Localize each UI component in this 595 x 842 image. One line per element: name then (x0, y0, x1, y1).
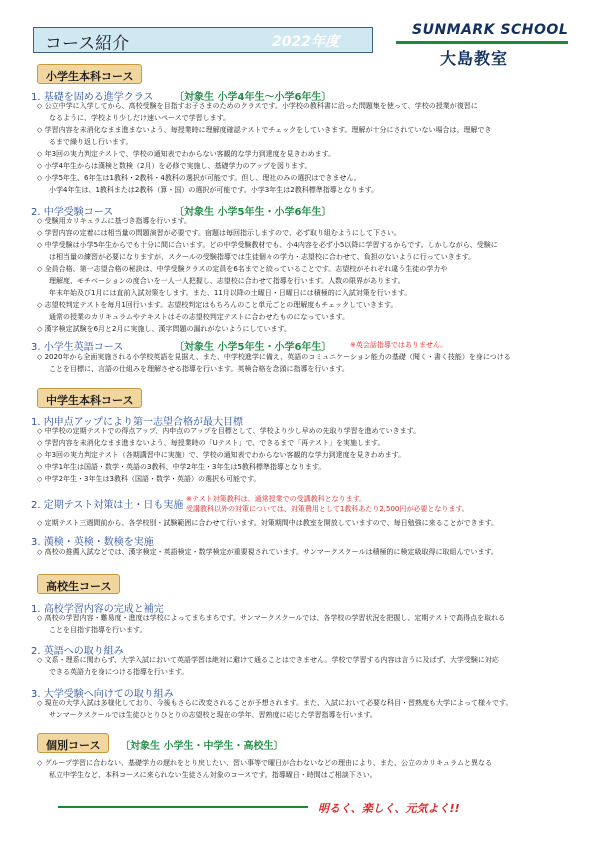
body-line: ◇ 小学5年生、6年生は1教科・2教科・4教科の選択が可能です。但し、理社のみの選択はできません。 (37, 174, 361, 182)
subsection-title: 2. 定期テスト対策は土・日も実施 (31, 500, 184, 511)
body-line: ◇ 中学校の定期テストでの得点アップ、内申点のアップを目標として、学校より少し早めの先取り学習を進めていきます。 (37, 427, 421, 435)
section-heading-elementary: 小学生本科コース (37, 64, 142, 84)
body-line: ◇ 中学受験は小学5年生からでも十分に間に合います。どの中学受験教材でも、小4内容を必ず小5以降に学習するからです。しかしながら、受験に (37, 241, 498, 249)
school-branch: 大島教室 (440, 49, 509, 68)
body-line: なるように、学校より少しだけ速いペースで学習します。 (49, 114, 231, 122)
school-year: 2022年度 (272, 34, 339, 50)
subsection-title: 3. 小学生英語コース (31, 342, 124, 353)
body-line: ◇ 全員合格、第一志望合格の秘訣は、中学受験クラスの定員を6名までと絞っていることです。志望校がそれぞれ違う生徒の学力や (37, 265, 448, 273)
body-line: ◇ 中学2年生・3年生は3教科（国語・数学・英語）の選択も可能です。 (37, 475, 261, 483)
subsection-target: 〔対象生 小学5年生・小学6年生〕 (174, 342, 332, 353)
body-line: 私立中学生など、本科コースに来られない生徒さん対象のコースです。指導曜日・時間はご相談下さい。 (49, 771, 377, 779)
red-note: ※テスト対策教科は、通常授業での受講教科となります。 (186, 495, 367, 503)
subsection-body (37, 612, 559, 636)
subsection-body (37, 654, 559, 678)
body-line: ことを目指す指導を行います。 (49, 626, 147, 634)
subsection-body (37, 425, 559, 485)
subsection-body (37, 517, 559, 529)
footer-rule (58, 806, 308, 808)
subsection-body (37, 100, 559, 196)
body-line: ◇ 年3回の実力判定テストで、学校の通知表でわからない客観的な学力到達度を見きわめます。 (37, 150, 336, 158)
red-note: ※英会話指導ではありません。 (350, 341, 448, 349)
page-title: コース紹介 (45, 34, 130, 54)
body-line: ことを目標に、言語の仕組みを理解させる指導を行います。英検合格を念頭に指導を行います。 (49, 365, 349, 373)
footer-slogan: 明るく、楽しく、元気よく!! (318, 802, 460, 815)
body-line: ◇ 漢字検定試験を6月と2月に実施し、漢字問題の漏れがないようにしています。 (37, 325, 291, 333)
body-line: ◇ グループ学習に合わない、基礎学力の遅れをとり戻したい、習い事等で曜日が合わないなどの理由により、また、公立のカリキュラムと異なる (37, 759, 492, 767)
individual-body (37, 757, 559, 781)
body-line: ◇ 公立中学に入学してから、高校受験を目指すお子さまのためのクラスです。小学校の教科書に沿った問題集を使って、学校の授業が復習に (37, 102, 478, 110)
body-line: ◇ 学習内容の定着には相当量の問題演習が必要です。宿題は毎回指示しますので、必ず取り組むようにして下さい。 (37, 229, 401, 237)
subsection-body (37, 546, 559, 558)
subsection-body (37, 215, 559, 335)
body-line: ◇ 現在の大学入試は多様化しており、今後もさらに改変されることが予想されます。また、入試において必要な科目・習熟度も大学によって様々です。 (37, 699, 513, 707)
subsection-body (37, 697, 559, 721)
body-line: るまで繰り返し行います。 (49, 138, 133, 146)
body-line: ◇ 文系・理系に関わらず、大学入試において英語学習は絶対に避けて通ることはできません。学校で学習する内容は言うに及ばず、大学受験に対応 (37, 656, 499, 664)
body-line: 通常の授業のカリキュラムやテキストはその志望校判定テストに合わせたものになっています。 (49, 313, 349, 321)
body-line: は相当量の練習が必要になりますが、スクールの受験指導では生徒個々の学力・志望校に合わせて、負担のないように行っていきます。 (49, 253, 476, 261)
body-line: ◇ 受験用カリキュラムに基づき指導を行います。 (37, 217, 191, 225)
body-line: ◇ 中学1年生は国語・数学・英語の3教科、中学2年生・3年生は5教科標準指導となります。 (37, 463, 326, 471)
subsection-target: 〔対象生 小学5年生・小学6年生〕 (174, 207, 332, 218)
subsection-body (37, 351, 559, 375)
subsection-title: 2. 中学受験コース (31, 207, 114, 218)
section-heading-junior: 中学生本科コース (37, 388, 142, 408)
individual-target: 〔対象生 小学生・中学生・高校生〕 (120, 741, 284, 752)
section-heading-high: 高校生コース (37, 574, 120, 594)
body-line: ◇ 学習内容を未消化なまま進まないよう、毎授業時に理解度確認テストでチェックをしていきます。理解が十分にされていない場合は、理解でき (37, 126, 492, 134)
subsection-title: 3. 大学受験へ向けての取り組み (31, 689, 174, 700)
red-note: 受講教科以外の対策については、対策費用として1教科あたり2,500円が必要となります。 (186, 505, 469, 513)
section-heading-individual: 個別コース (37, 733, 109, 753)
body-line: ◇ 高校の推薦入試などでは、漢字検定・英語検定・数学検定が重要視されています。サンマークスクールは積極的に検定級取得に取組んでいます。 (37, 548, 498, 556)
body-line: ◇ 2020年から全面実施される小学校英語を見据え、また、中学校進学に備え、英語のコミュニケーション能力の基礎（聞く・書く技能）を身につける (37, 353, 511, 361)
body-line: できる英語力を身につける指導を行います。 (49, 668, 189, 676)
school-underline (396, 41, 568, 44)
body-line: 理解度、モチベーションの度合いを一人一人把握し、志望校に合わせて指導を行います。人数の限界があります。 (49, 277, 405, 285)
body-line: ◇ 高校の学習内容・難易度・進度は学校によってまちまちです。サンマークスクールでは、各学校の学習状況を把握し、定期テストで高得点を取れる (37, 614, 506, 622)
body-line: 小学4年生は、1教科または2教科（算・国）の選択が可能です。小学3年生は2教科標準指導となります。 (49, 186, 379, 194)
body-line: ◇ 年3回の実力判定テスト（各期講習中に実施）で、学校の通知表でわからない客観的な学力到達度を見きわめます。 (37, 451, 406, 459)
subsection-title: 1. 基礎を固める進学クラス (31, 92, 154, 103)
body-line: ◇ 小学4年生からは漢検と数検（2月）を必修で実施し、基礎学力のアップを図ります。 (37, 162, 312, 170)
body-line: ◇ 学習内容を未消化なまま進まないよう、毎授業時の「Uテスト」で、できるまで「再テスト」を実施します。 (37, 439, 385, 447)
body-line: 年末年始及び1月には直前入試対策をします。また、11月以降の土曜日・日曜日には積極的に入試対策を行います。 (49, 289, 412, 297)
subsection-title: 2. 英語への取り組み (31, 646, 124, 657)
subsection-target: 〔対象生 小学4年生～小学6年生〕 (174, 92, 332, 103)
subsection-title: 3. 漢検・英検・数検を実施 (31, 537, 154, 548)
school-name-en: SUNMARK SCHOOL (412, 22, 569, 38)
body-line: ◇ 志望校判定テストを毎月1回行います。志望校判定はもちろんのこと単元ごとの理解度もチェックしていきます。 (37, 301, 398, 309)
body-line: サンマークスクールでは生徒ひとりひとりの志望校と現在の学年、習熟度に応じた学習指導を行います。 (49, 711, 377, 719)
subsection-title: 1. 内申点アップにより第一志望合格が最大目標 (31, 417, 244, 428)
subsection-title: 1. 高校学習内容の完成と補完 (31, 604, 164, 615)
body-line: ◇ 定期テスト三週間前から、各学校別・試験範囲に合わせて行います。対策期間中は教室を開放していますので、毎日勉強に来ることができます。 (37, 519, 499, 527)
